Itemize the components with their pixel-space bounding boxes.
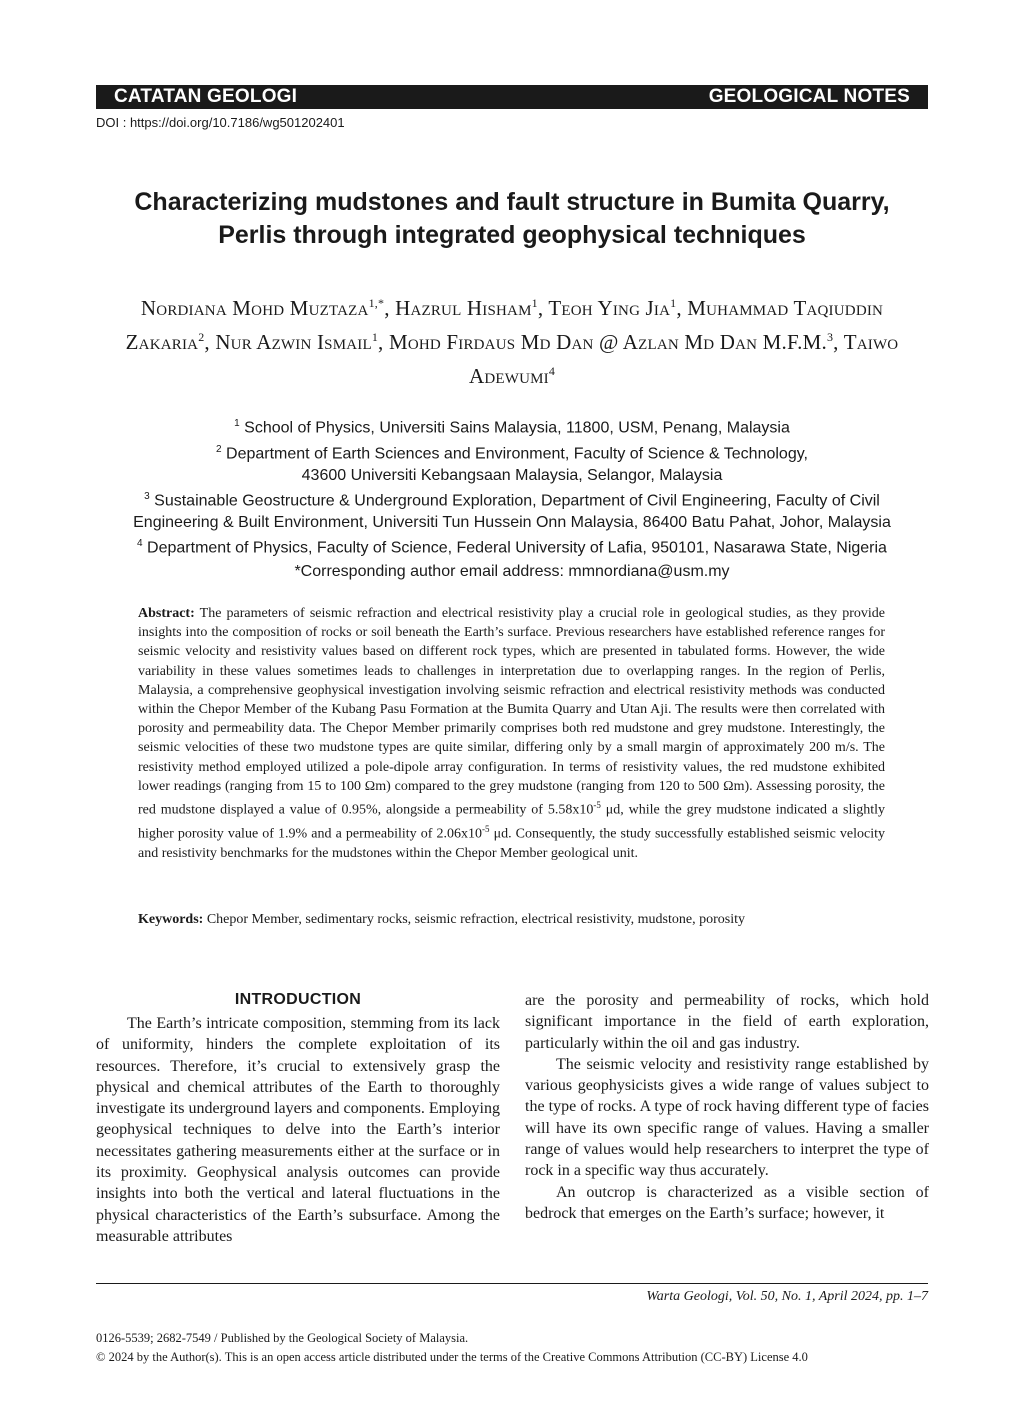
affiliation-item bbox=[96, 439, 928, 465]
body-paragraph: The Earth’s intricate composition, stemming from its lack of uniformity, hinders the complete exploitation of its resources. Therefore, it’s crucial to extensively grasp the physical and chemical attributes of the Earth to thoroughly investigate its underground layers and components. Employing geophysical techniques to delve into the Earth’s interior necessitates gathering measurements either at the surface or in its proximity. Geophysical analysis outcomes can provide insights into both the vertical and lateral fluctuations in the physical characteristics of the Earth’s subsurface. Among the measurable attributes bbox=[96, 1015, 500, 1245]
author-affiliation-mark: 1 bbox=[531, 296, 538, 310]
affiliation-number: 3 bbox=[144, 491, 150, 503]
author-name: Nordiana Mohd Muztaza bbox=[140, 296, 369, 320]
author-affiliation-mark: 1,* bbox=[368, 296, 385, 310]
body-paragraph: An outcrop is characterized as a visible section of bedrock that emerges on the Earth’s surface; however, it bbox=[525, 1183, 929, 1222]
paper-title bbox=[96, 186, 928, 252]
affiliation-number: 2 bbox=[216, 443, 222, 455]
footer-divider bbox=[96, 1283, 928, 1284]
affiliation-number: 1 bbox=[234, 418, 240, 429]
journal-reference: Warta Geologi, Vol. 50, No. 1, April 2024, pp. 1–7 bbox=[646, 1289, 928, 1304]
exponent: -5 bbox=[481, 823, 490, 834]
author-affiliation-mark: 1 bbox=[371, 330, 379, 344]
author-name: Muhammad Taqiuddin Zakaria bbox=[125, 296, 884, 354]
title-line-1: Characterizing mudstones and fault structure in Bumita Quarry, bbox=[134, 188, 890, 216]
right-column bbox=[525, 990, 929, 1224]
body-paragraph: are the porosity and permeability of rocks, which hold significant importance in the field of earth exploration, particularly within the oil and gas industry. bbox=[525, 992, 929, 1052]
left-column bbox=[96, 990, 500, 1247]
header-right-label: GEOLOGICAL NOTES bbox=[708, 86, 910, 107]
introduction-heading: INTRODUCTION bbox=[234, 991, 362, 1008]
author-name: Nur Azwin Ismail bbox=[215, 330, 372, 354]
affiliation-line: Department of Earth Sciences and Environment, Faculty of Science & Technology, bbox=[226, 445, 808, 463]
affiliation-list bbox=[96, 413, 928, 559]
section-header-bar bbox=[96, 85, 928, 109]
affiliation-line: School of Physics, Universiti Sains Malaysia, 11800, USM, Penang, Malaysia bbox=[244, 419, 790, 437]
author-affiliation-mark: 1 bbox=[670, 296, 677, 310]
header-left-label: CATATAN GEOLOGI bbox=[114, 86, 298, 107]
title-line-2: Perlis through integrated geophysical techniques bbox=[218, 221, 806, 249]
abstract-label: Abstract: bbox=[138, 606, 195, 621]
affiliation-item bbox=[96, 413, 928, 439]
author-list: Nordiana Mohd Muztaza$^{1,*}$, Hazrul Hisham$^1$, Teoh Ying Jia$^1$, Muhammad Taqiuddin Zakaria$^2$, Nur Azwin Ismail$^1$, Mohd Firdaus Md Dan @ Azlan Md Dan M.F.M.$^3$, Taiwo Adewumi$^4$ bbox=[125, 296, 899, 388]
affiliation-item bbox=[96, 486, 928, 512]
affiliation-item bbox=[96, 533, 928, 559]
abstract-text: The parameters of seismic refraction and electrical resistivity play a crucial role in geological studies, as they provide insights into the composition of rocks or soil beneath the Earth’s surface. Previous researchers have established reference ranges for seismic velocity and resistivity values based on different rock types, which are presented in tabulated forms. However, the wide variability in these values sometimes leads to challenges in interpretation due to overlapping ranges. In the region of Perlis, Malaysia, a comprehensive geophysical investigation involving seismic refraction and electrical resistivity methods was conducted within the Chepor Member of the Kubang Pasu Formation at the Bumita Quarry and Utan Aji. The results were then correlated with porosity and permeability data. The Chepor Member primarily comprises both red mudstone and grey mudstone. Interestingly, the seismic velocities of these two mudstone types are quite similar, differing only by a small margin of approximately 200 m/s. The resistivity method employed utilized a pole-dipole array configuration. In terms of resistivity values, the red mudstone exhibited lower readings (ranging from 15 to 100 Ωm) compared to the grey mudstone (ranging from 120 to 500 Ωm). Assessing porosity, the red mudstone displayed a value of 0.95%, alongside a permeability of 5.58x10 bbox=[138, 606, 885, 818]
author-name: Taiwo Adewumi bbox=[468, 330, 899, 388]
body-paragraph: The seismic velocity and resistivity range established by various geophysicists gives a wide range of values subject to the type of rocks. A type of rock having different type of facies will have its own specific range of values. Having a smaller range of values would help researchers to interpret the type of rock in a specific way thus accurately. bbox=[525, 1055, 929, 1180]
keywords-text: Chepor Member, sedimentary rocks, seismic refraction, electrical resistivity, mudstone, porosity bbox=[203, 912, 745, 927]
affiliation-line: 43600 Universiti Kebangsaan Malaysia, Selangor, Malaysia bbox=[301, 466, 723, 484]
author-name: Mohd Firdaus Md Dan @ Azlan Md Dan M.F.M. bbox=[388, 330, 827, 354]
issn-publisher-line: 0126-5539; 2682-7549 / Published by the Geological Society of Malaysia. bbox=[96, 1331, 469, 1345]
keywords-label: Keywords: bbox=[138, 912, 204, 927]
author-affiliation-mark: 2 bbox=[198, 330, 205, 344]
affiliation-line: Sustainable Geostructure & Underground Exploration, Department of Civil Engineering, Faculty of Civil bbox=[154, 492, 880, 510]
abstract-text: μd. Consequently, the study successfully established seismic velocity and resistivity benchmarks for the mudstones within the Chepor Member geological unit. bbox=[138, 826, 885, 861]
affiliation-number: 4 bbox=[137, 538, 143, 550]
corresponding-author-email: *Corresponding author email address: mmnordiana@usm.my bbox=[294, 563, 730, 580]
abstract bbox=[138, 604, 885, 863]
author-affiliation-mark: 3 bbox=[826, 330, 834, 344]
author-name: Hazrul Hisham bbox=[395, 296, 532, 320]
affiliation-line: Engineering & Built Environment, Universiti Tun Hussein Onn Malaysia, 86400 Batu Pahat, Johor, Malaysia bbox=[133, 513, 891, 531]
author-affiliation-mark: 4 bbox=[548, 364, 556, 378]
doi-link[interactable]: DOI : https://doi.org/10.7186/wg501202401 bbox=[96, 115, 345, 130]
keywords bbox=[138, 912, 885, 928]
license-line: © 2024 by the Author(s). This is an open access article distributed under the terms of the Creative Commons Attribution (CC-BY) License 4.0 bbox=[96, 1350, 808, 1364]
affiliation-line: Department of Physics, Faculty of Science, Federal University of Lafia, 950101, Nasarawa State, Nigeria bbox=[147, 539, 887, 557]
exponent: -5 bbox=[593, 800, 601, 811]
author-name: Teoh Ying Jia bbox=[548, 296, 671, 320]
abstract-text: μd, while the grey mudstone indicated a slightly higher porosity value of 1.9% and a permeability of 2.06x10 bbox=[138, 802, 885, 842]
